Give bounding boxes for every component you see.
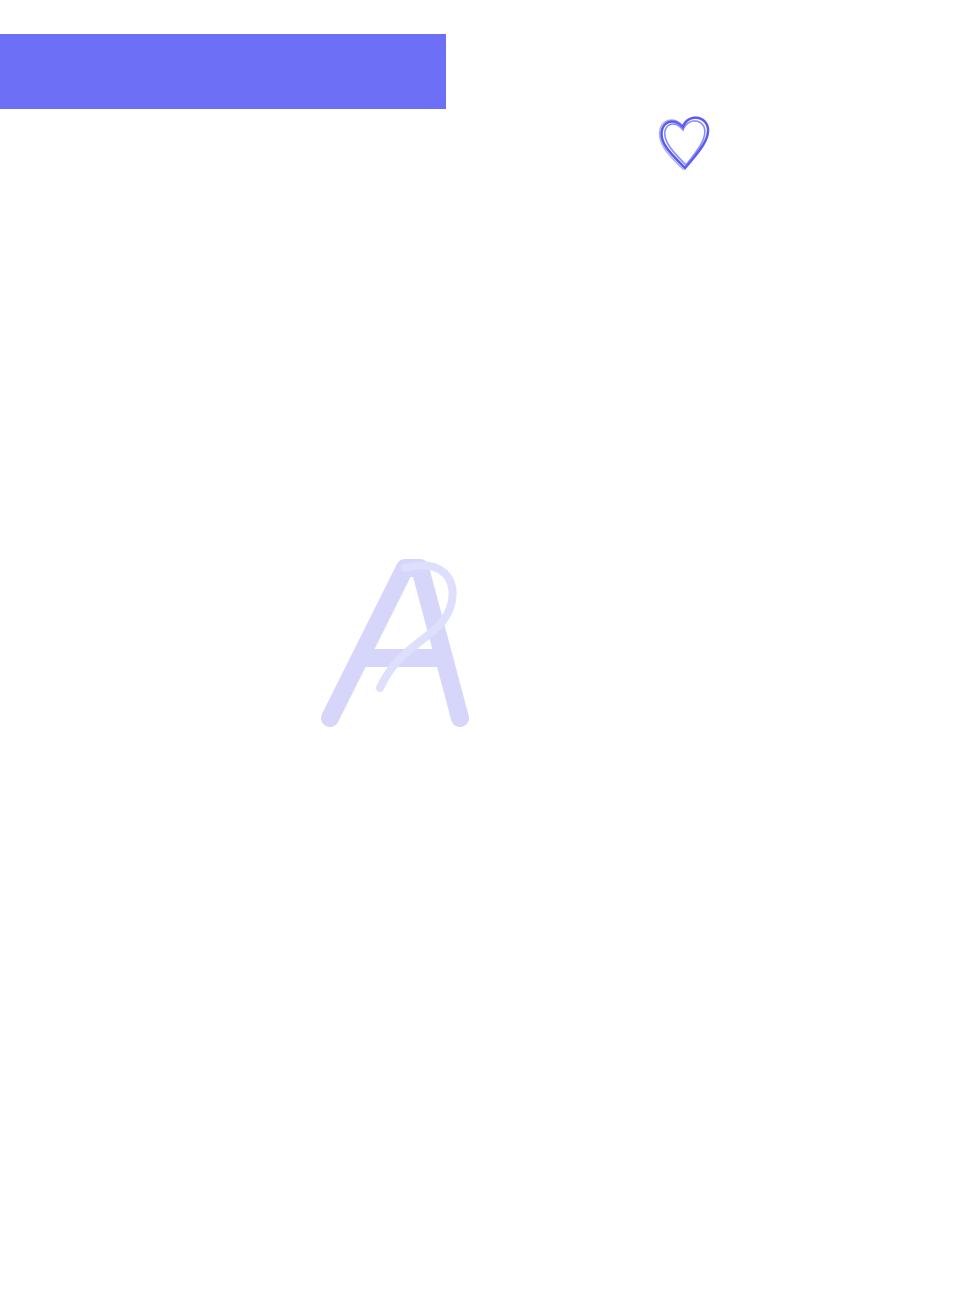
heart-icon <box>655 112 715 174</box>
watermark-logo <box>310 548 560 738</box>
title-banner <box>0 34 446 109</box>
